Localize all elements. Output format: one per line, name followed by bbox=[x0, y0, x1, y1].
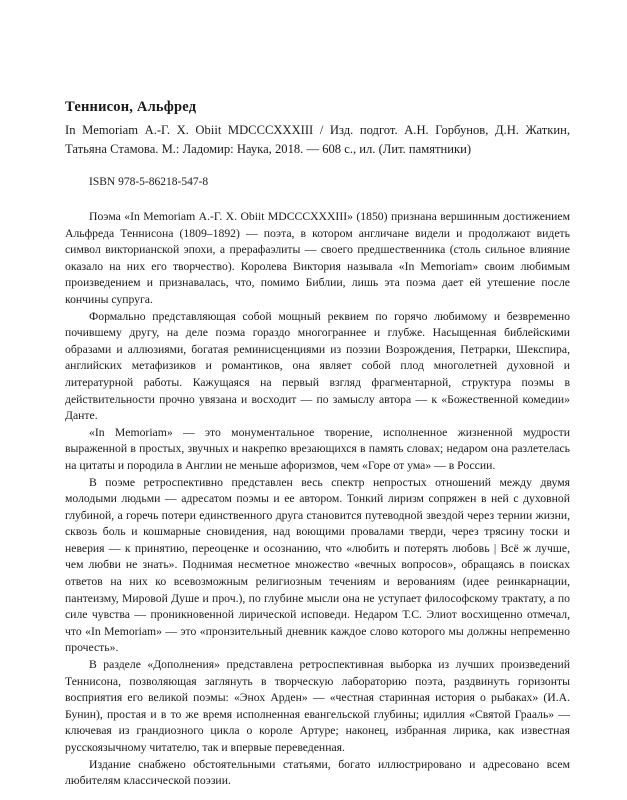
paragraph: Издание снабжено обстоятельными статьями, богато иллюстрировано и адресовано всем любителям классической поэзии. bbox=[65, 757, 570, 788]
bibliographic-record: In Memoriam А.-Г. Х. Obiit MDCCCXXXIII / Изд. подгот. А.Н. Горбунов, Д.Н. Жаткин, Татьяна Стамова. М.: Ладомир: Наука, 2018. — 608 с., ил. (Лит. памятники) bbox=[65, 123, 570, 156]
paragraph: В поэме ретроспективно представлен весь спектр непростых отношений между двумя молодыми людьми — адресатом поэмы и ее автором. Тонкий лиризм сопряжен в ней с духовной глубиной, а горечь потери единственного друга становится путеводной звездой через тернии жизни, сквозь боль и кошмарные сновидения, над воющими провалами тверди, через трясину тоски и неверия — к принятию, переоценке и осознанию, что «любить и потерять любовь | Всё ж лучше, чем любви не знать». Поднимая несметное множество «вечных вопросов», обращаясь в поисках ответов на них ко всевозможным религиозным течениям и верованиям (идее реинкарнации, пантеизму, Мировой Душе и проч.), по глубине мысли она не уступает философскому трактату, а по силе чувства — проникновенной лирической исповеди. Недаром Т.С. Элиот восхищенно отмечал, что «In Memoriam» — это «пронзительный дневник каждое слово которого мы должны непременно прочесть». bbox=[65, 475, 570, 655]
paragraph: Поэма «In Memoriam А.-Г. Х. Obiit MDCCCXXXIII» (1850) признана вершинным достижением Альфреда Теннисона (1809–1892) — поэта, в котором англичане видели и продолжают видеть символ викторианской эпохи, а прерафаэлиты — своего предшественника (столь сильное влияние оказало на них его творчество). Королева Виктория называла «In Memoriam» своим любимым произведением и признавалась, что, помимо Библии, лишь эта поэма дает ей утешение после кончины супруга. bbox=[65, 210, 570, 306]
author-heading: Теннисон, Альфред bbox=[65, 99, 197, 115]
isbn: ISBN 978-5-86218-547-8 bbox=[89, 176, 209, 188]
paragraph: Формально представляющая собой мощный реквием по горячо любимому и безвременно почившему другу, на деле поэма гораздо многограннее и глубже. Насыщенная библейскими образами и аллюзиями, богатая реминисценциями из поэзии Возрождения, Петрарки, Шекспира, английских метафизиков и романтиков, она являет собой плод многолетней духовной и литературной работы. Кажущаяся на первый взгляд фрагментарной, структура поэмы в действительности прочно увязана и восходит — по замыслу автора — к «Божественной комедии» Данте. bbox=[65, 309, 570, 423]
annotation-text bbox=[65, 209, 570, 790]
paragraph: В разделе «Дополнения» представлена ретроспективная выборка из лучших произведений Теннисона, позволяющая заглянуть в творческую лабораторию поэта, раздвинуть горизонты восприятия его великой поэмы: «Энох Арден» — «честная старинная история о рыбаках» (И.А. Бунин), простая и в то же время исполненная евангельской глубины; идиллия «Святой Грааль» — ключевая из грандиозного цикла о короле Артуре; наконец, избранная лирика, как известная русскоязычному читателю, так и впервые переведенная. bbox=[65, 658, 570, 754]
paragraph: «In Memoriam» — это монументальное творение, исполненное жизненной мудрости выраженной в простых, звучных и накрепко врезающихся в память словах; недаром она разлетелась на цитаты и породила в Англии не меньше афоризмов, чем «Горе от ума» — в России. bbox=[65, 425, 570, 472]
